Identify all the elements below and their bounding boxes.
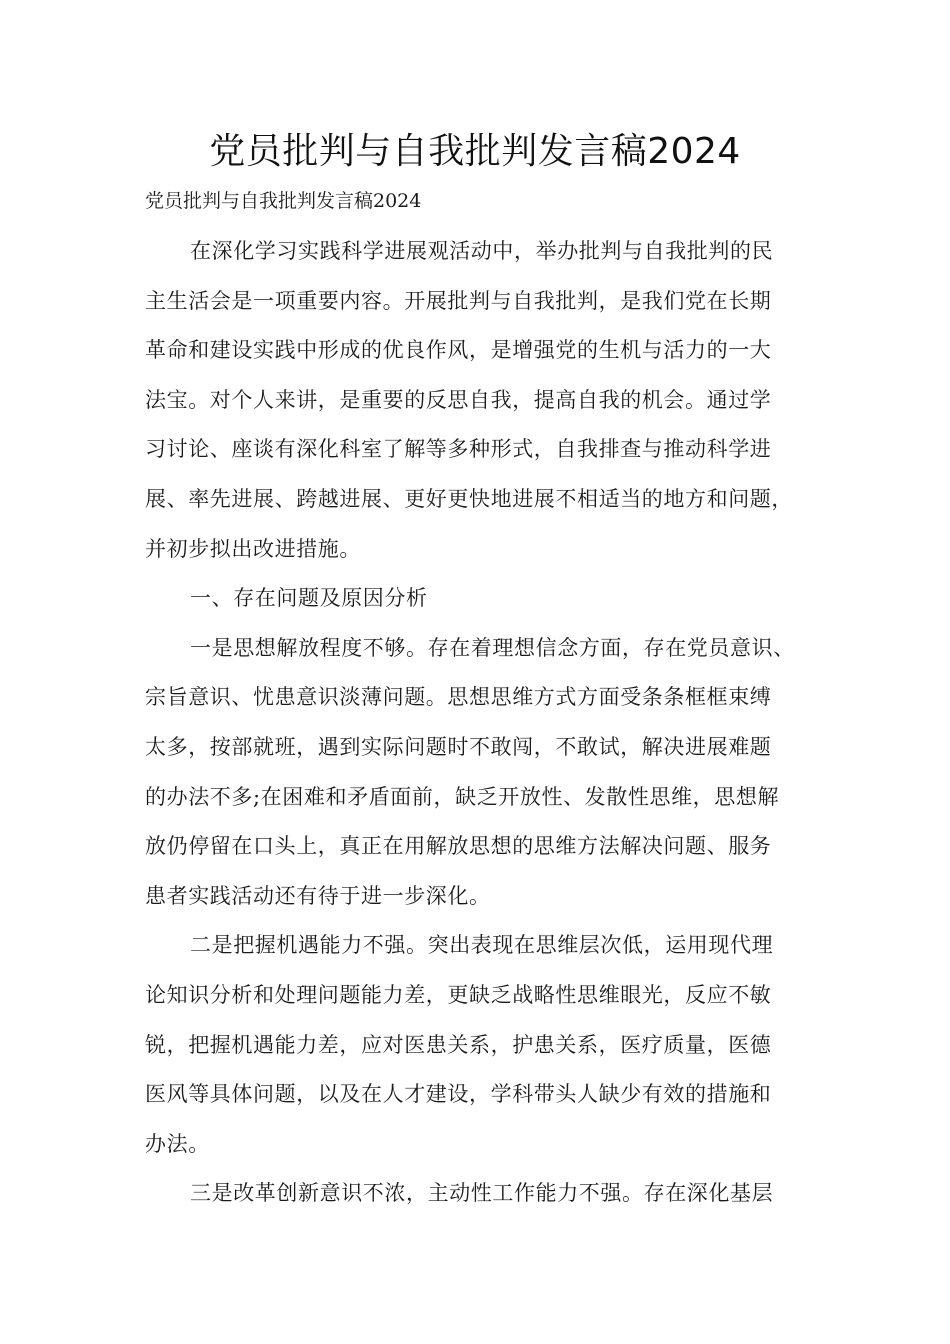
paragraph-line: 论知识分析和处理问题能力差，更缺乏战略性思维眼光，反应不敏: [145, 982, 772, 1007]
paragraph-line: 习讨论、座谈有深化科室了解等多种形式，自我排查与推动科学进: [145, 437, 772, 462]
paragraph-line: 革命和建设实践中形成的优良作风，是增强党的生机与活力的一大: [145, 338, 772, 363]
paragraph-line: 的办法不多;在困难和矛盾面前，缺乏开放性、发散性思维，思想解: [145, 784, 780, 809]
document-title: 党员批判与自我批判发言稿2024: [209, 131, 741, 172]
paragraph-line: 三是改革创新意识不浓，主动性工作能力不强。存在深化基层: [190, 1181, 774, 1206]
paragraph-line: 办法。: [145, 1131, 210, 1156]
paragraph-line: 太多，按部就班，遇到实际问题时不敢闯，不敢试，解决进展难题: [145, 734, 772, 759]
document-body: [145, 232, 835, 1224]
paragraph-line: 展、率先进展、跨越进展、更好更快地进展不相适当的地方和问题，: [145, 486, 793, 511]
paragraph-line: 主生活会是一项重要内容。开展批判与自我批判，是我们党在长期: [145, 288, 772, 313]
document-subtitle: 党员批判与自我批判发言稿2024: [145, 190, 422, 212]
paragraph-line: 患者实践活动还有待于进一步深化。: [145, 883, 491, 908]
paragraph-line: 医风等具体问题，以及在人才建设，学科带头人缺少有效的措施和: [145, 1082, 772, 1107]
paragraph-line: 法宝。对个人来讲，是重要的反思自我，提高自我的机会。通过学: [145, 387, 772, 412]
paragraph-line: 一是思想解放程度不够。存在着理想信念方面，存在党员意识、: [190, 635, 795, 660]
paragraph-line: 锐，把握机遇能力差，应对医患关系，护患关系，医疗质量，医德: [145, 1032, 772, 1057]
paragraph-line: 在深化学习实践科学进展观活动中，举办批判与自我批判的民: [190, 239, 774, 263]
paragraph-line: 放仍停留在口头上，真正在用解放思想的思维方法解决问题、服务: [145, 834, 772, 859]
paragraph-line: 宗旨意识、忧患意识淡薄问题。思想思维方式方面受条条框框束缚: [145, 685, 772, 710]
section-heading: 一、存在问题及原因分析: [190, 586, 428, 611]
paragraph-line: 并初步拟出改进措施。: [145, 536, 361, 561]
paragraph-line: 二是把握机遇能力不强。突出表现在思维层次低，运用现代理: [190, 933, 774, 958]
